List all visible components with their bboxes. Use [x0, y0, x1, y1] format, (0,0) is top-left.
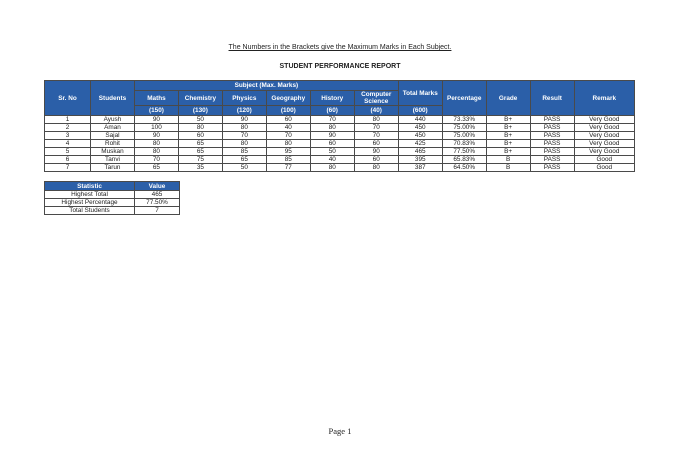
- header-result: Result: [530, 81, 574, 116]
- table-cell: PASS: [530, 140, 574, 148]
- table-row: [45, 124, 635, 132]
- table-cell: 70.83%: [442, 140, 486, 148]
- statistics-table: [44, 181, 180, 215]
- table-cell: 80: [354, 164, 398, 172]
- table-cell: B: [486, 164, 530, 172]
- table-row: [45, 148, 635, 156]
- table-cell: Tanvi: [91, 156, 135, 164]
- header-subject-max: (150): [134, 106, 178, 116]
- statistic-row: [45, 207, 180, 215]
- header-subject-max: (40): [354, 106, 398, 116]
- statistic-row: [45, 191, 180, 199]
- table-cell: 64.50%: [442, 164, 486, 172]
- header-sr-no: Sr. No: [45, 81, 91, 116]
- header-subject-name: Geography: [266, 91, 310, 106]
- statistics-table-body: [45, 191, 180, 215]
- statistic-value: 77.50%: [135, 199, 180, 207]
- table-cell: B+: [486, 116, 530, 124]
- table-cell: 3: [45, 132, 91, 140]
- table-cell: PASS: [530, 116, 574, 124]
- table-cell: 5: [45, 148, 91, 156]
- table-cell: PASS: [530, 148, 574, 156]
- table-cell: PASS: [530, 164, 574, 172]
- header-subject-max: (100): [266, 106, 310, 116]
- table-cell: 80: [266, 140, 310, 148]
- table-cell: 95: [266, 148, 310, 156]
- header-percentage: Percentage: [442, 81, 486, 116]
- table-cell: Aman: [91, 124, 135, 132]
- header-remark: Remark: [574, 81, 634, 116]
- table-cell: Very Good: [574, 132, 634, 140]
- table-cell: 65.83%: [442, 156, 486, 164]
- table-cell: 65: [178, 148, 222, 156]
- table-cell: 70: [134, 156, 178, 164]
- table-cell: B+: [486, 124, 530, 132]
- header-grade: Grade: [486, 81, 530, 116]
- header-subject-max: (130): [178, 106, 222, 116]
- report-title: STUDENT PERFORMANCE REPORT: [279, 63, 401, 70]
- header-total-marks: Total Marks: [398, 81, 442, 106]
- table-cell: 1: [45, 116, 91, 124]
- table-cell: 50: [222, 164, 266, 172]
- table-cell: B+: [486, 132, 530, 140]
- table-cell: Sajal: [91, 132, 135, 140]
- header-subject-max: (120): [222, 106, 266, 116]
- table-cell: 50: [178, 116, 222, 124]
- statistic-row: [45, 199, 180, 207]
- table-cell: 80: [222, 124, 266, 132]
- table-cell: B+: [486, 148, 530, 156]
- table-cell: 85: [266, 156, 310, 164]
- table-cell: PASS: [530, 124, 574, 132]
- table-cell: Very Good: [574, 148, 634, 156]
- table-cell: 65: [134, 164, 178, 172]
- table-cell: 60: [310, 140, 354, 148]
- statistic-value: 7: [135, 207, 180, 215]
- statistic-label: Total Students: [45, 207, 135, 215]
- header-value: Value: [135, 182, 180, 191]
- table-cell: 60: [354, 156, 398, 164]
- table-cell: Rohit: [91, 140, 135, 148]
- table-cell: 90: [310, 132, 354, 140]
- header-subject-name: Maths: [134, 91, 178, 106]
- table-cell: 450: [398, 132, 442, 140]
- header-subject-name: Computer Science: [354, 91, 398, 106]
- table-cell: 70: [266, 132, 310, 140]
- table-cell: 85: [222, 148, 266, 156]
- table-row: [45, 132, 635, 140]
- table-row: [45, 140, 635, 148]
- table-cell: 2: [45, 124, 91, 132]
- table-cell: 60: [266, 116, 310, 124]
- table-cell: Very Good: [574, 140, 634, 148]
- table-cell: Good: [574, 164, 634, 172]
- header-students: Students: [91, 81, 135, 116]
- table-row: [45, 164, 635, 172]
- table-cell: 77: [266, 164, 310, 172]
- table-cell: Very Good: [574, 124, 634, 132]
- table-cell: 65: [178, 140, 222, 148]
- table-cell: 70: [354, 132, 398, 140]
- header-subject-group: Subject (Max. Marks): [134, 81, 398, 91]
- table-cell: 65: [222, 156, 266, 164]
- table-cell: 90: [222, 116, 266, 124]
- table-cell: Very Good: [574, 116, 634, 124]
- table-cell: 75.00%: [442, 124, 486, 132]
- table-cell: 80: [134, 140, 178, 148]
- performance-table-body: [45, 116, 635, 172]
- table-cell: 6: [45, 156, 91, 164]
- table-cell: 440: [398, 116, 442, 124]
- header-subject-max: (60): [310, 106, 354, 116]
- table-cell: 40: [310, 156, 354, 164]
- header-subject-name: Chemistry: [178, 91, 222, 106]
- table-cell: 80: [222, 140, 266, 148]
- table-cell: 450: [398, 124, 442, 132]
- table-cell: Muskan: [91, 148, 135, 156]
- table-cell: Good: [574, 156, 634, 164]
- table-cell: 387: [398, 164, 442, 172]
- table-cell: 4: [45, 140, 91, 148]
- table-cell: 70: [222, 132, 266, 140]
- table-cell: 80: [178, 124, 222, 132]
- statistic-value: 465: [135, 191, 180, 199]
- page-number: Page 1: [328, 426, 352, 436]
- table-cell: 73.33%: [442, 116, 486, 124]
- header-statistic: Statistic: [45, 182, 135, 191]
- table-row: [45, 116, 635, 124]
- table-cell: 77.50%: [442, 148, 486, 156]
- table-cell: 90: [134, 132, 178, 140]
- table-cell: 80: [354, 116, 398, 124]
- table-cell: B+: [486, 140, 530, 148]
- table-row: [45, 156, 635, 164]
- table-cell: Tarun: [91, 164, 135, 172]
- performance-table: [44, 80, 635, 172]
- header-subject-name: Physics: [222, 91, 266, 106]
- table-cell: 465: [398, 148, 442, 156]
- table-cell: 60: [178, 132, 222, 140]
- table-cell: B: [486, 156, 530, 164]
- table-cell: 80: [310, 124, 354, 132]
- table-cell: 90: [354, 148, 398, 156]
- table-cell: 70: [354, 124, 398, 132]
- table-cell: 75: [178, 156, 222, 164]
- table-cell: 395: [398, 156, 442, 164]
- table-cell: 7: [45, 164, 91, 172]
- table-cell: 50: [310, 148, 354, 156]
- table-cell: 90: [134, 116, 178, 124]
- table-cell: 100: [134, 124, 178, 132]
- table-cell: 40: [266, 124, 310, 132]
- table-cell: 70: [310, 116, 354, 124]
- table-cell: PASS: [530, 156, 574, 164]
- header-total-max: (600): [398, 106, 442, 116]
- statistic-label: Highest Total: [45, 191, 135, 199]
- table-cell: 80: [310, 164, 354, 172]
- table-cell: Ayush: [91, 116, 135, 124]
- table-cell: PASS: [530, 132, 574, 140]
- table-cell: 75.00%: [442, 132, 486, 140]
- max-marks-note: The Numbers in the Brackets give the Maximum Marks in Each Subject.: [228, 44, 452, 51]
- header-subject-name: History: [310, 91, 354, 106]
- table-cell: 425: [398, 140, 442, 148]
- statistic-label: Highest Percentage: [45, 199, 135, 207]
- table-cell: 35: [178, 164, 222, 172]
- table-cell: 80: [134, 148, 178, 156]
- table-cell: 60: [354, 140, 398, 148]
